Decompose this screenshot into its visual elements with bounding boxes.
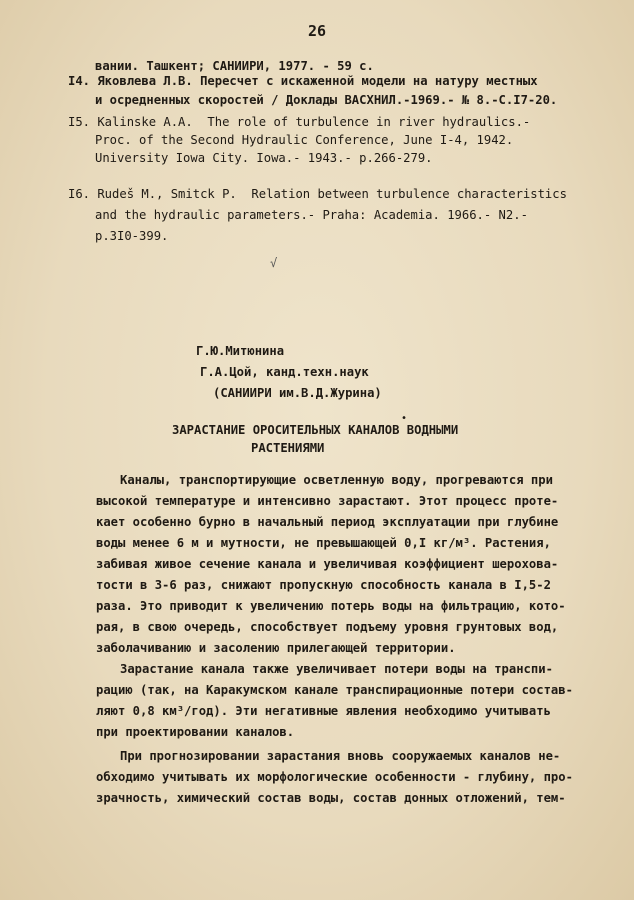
- body-line-13: при проектировании каналов.: [96, 725, 295, 739]
- body-line-11: рацию (так, на Каракумском канале транспирационные потери состав-: [96, 683, 573, 697]
- body-line-2: высокой температуре и интенсивно зарастают. Этот процесс проте-: [96, 494, 559, 508]
- body-line-15: обходимо учитывать их морфологические особенности - глубину, про-: [96, 770, 573, 784]
- body-line-4: воды менее 6 м и мутности, не превышающей 0,I кг/м³. Растения,: [96, 536, 551, 550]
- reference-13-line-1: вании. Ташкент; САНИИРИ, 1977. - 59 с.: [95, 59, 374, 73]
- article-title-line-1: ЗАРАСТАНИЕ ОРОСИТЕЛЬНЫХ КАНАЛОВ ВОДНЫМИ: [172, 423, 459, 437]
- stray-mark: √: [270, 256, 278, 270]
- reference-15-line-2: Proc. of the Second Hydraulic Conference, June I-4, 1942.: [95, 133, 514, 147]
- affiliation: (САНИИРИ им.В.Д.Журина): [213, 386, 382, 400]
- article-title-line-2: РАСТЕНИЯМИ: [251, 441, 325, 455]
- body-line-12: ляют 0,8 км³/год). Эти негативные явления необходимо учитывать: [96, 704, 551, 718]
- body-line-1: Каналы, транспортирующие осветленную воду, прогреваются при: [120, 473, 553, 487]
- body-line-10: Зарастание канала также увеличивает потери воды на транспи-: [120, 662, 553, 676]
- reference-14-line-2: и осредненных скоростей / Доклады ВАСХНИЛ.-1969.- № 8.-С.I7-20.: [95, 93, 558, 107]
- body-line-8: рая, в свою очередь, способствует подъему уровня грунтовых вод,: [96, 620, 559, 634]
- body-line-3: кает особенно бурно в начальный период эксплуатации при глубине: [96, 515, 559, 529]
- reference-16-line-1: I6. Rudeš M., Smitck P. Relation between turbulence characteristics: [68, 187, 567, 201]
- reference-15-line-1: I5. Kalinske A.A. The role of turbulence in river hydraulics.-: [68, 115, 531, 129]
- body-line-16: зрачность, химический состав воды, состав донных отложений, тем-: [96, 791, 566, 805]
- page-number: 26: [307, 22, 327, 40]
- author-2: Г.А.Цой, канд.техн.наук: [200, 365, 369, 379]
- body-line-9: заболачиванию и засолению прилегающей территории.: [96, 641, 456, 655]
- body-line-5: забивая живое сечение канала и увеличивая коэффициент шерохова-: [96, 557, 559, 571]
- reference-16-line-2: and the hydraulic parameters.- Praha: Academia. 1966.- N2.-: [95, 208, 528, 222]
- reference-16-line-3: p.3I0-399.: [95, 229, 169, 243]
- body-line-14: При прогнозировании зарастания вновь сооружаемых каналов не-: [120, 749, 561, 763]
- reference-14-line-1: I4. Яковлева Л.В. Пересчет с искаженной модели на натуру местных: [68, 74, 538, 88]
- reference-15-line-3: University Iowa City. Iowa.- 1943.- p.266-279.: [95, 151, 433, 165]
- body-line-6: тости в 3-6 раз, снижают пропускную способность канала в I,5-2: [96, 578, 551, 592]
- body-line-7: раза. Это приводит к увеличению потерь воды на фильтрацию, кото-: [96, 599, 566, 613]
- author-1: Г.Ю.Митюнина: [196, 344, 285, 358]
- margin-dot: •: [401, 413, 408, 424]
